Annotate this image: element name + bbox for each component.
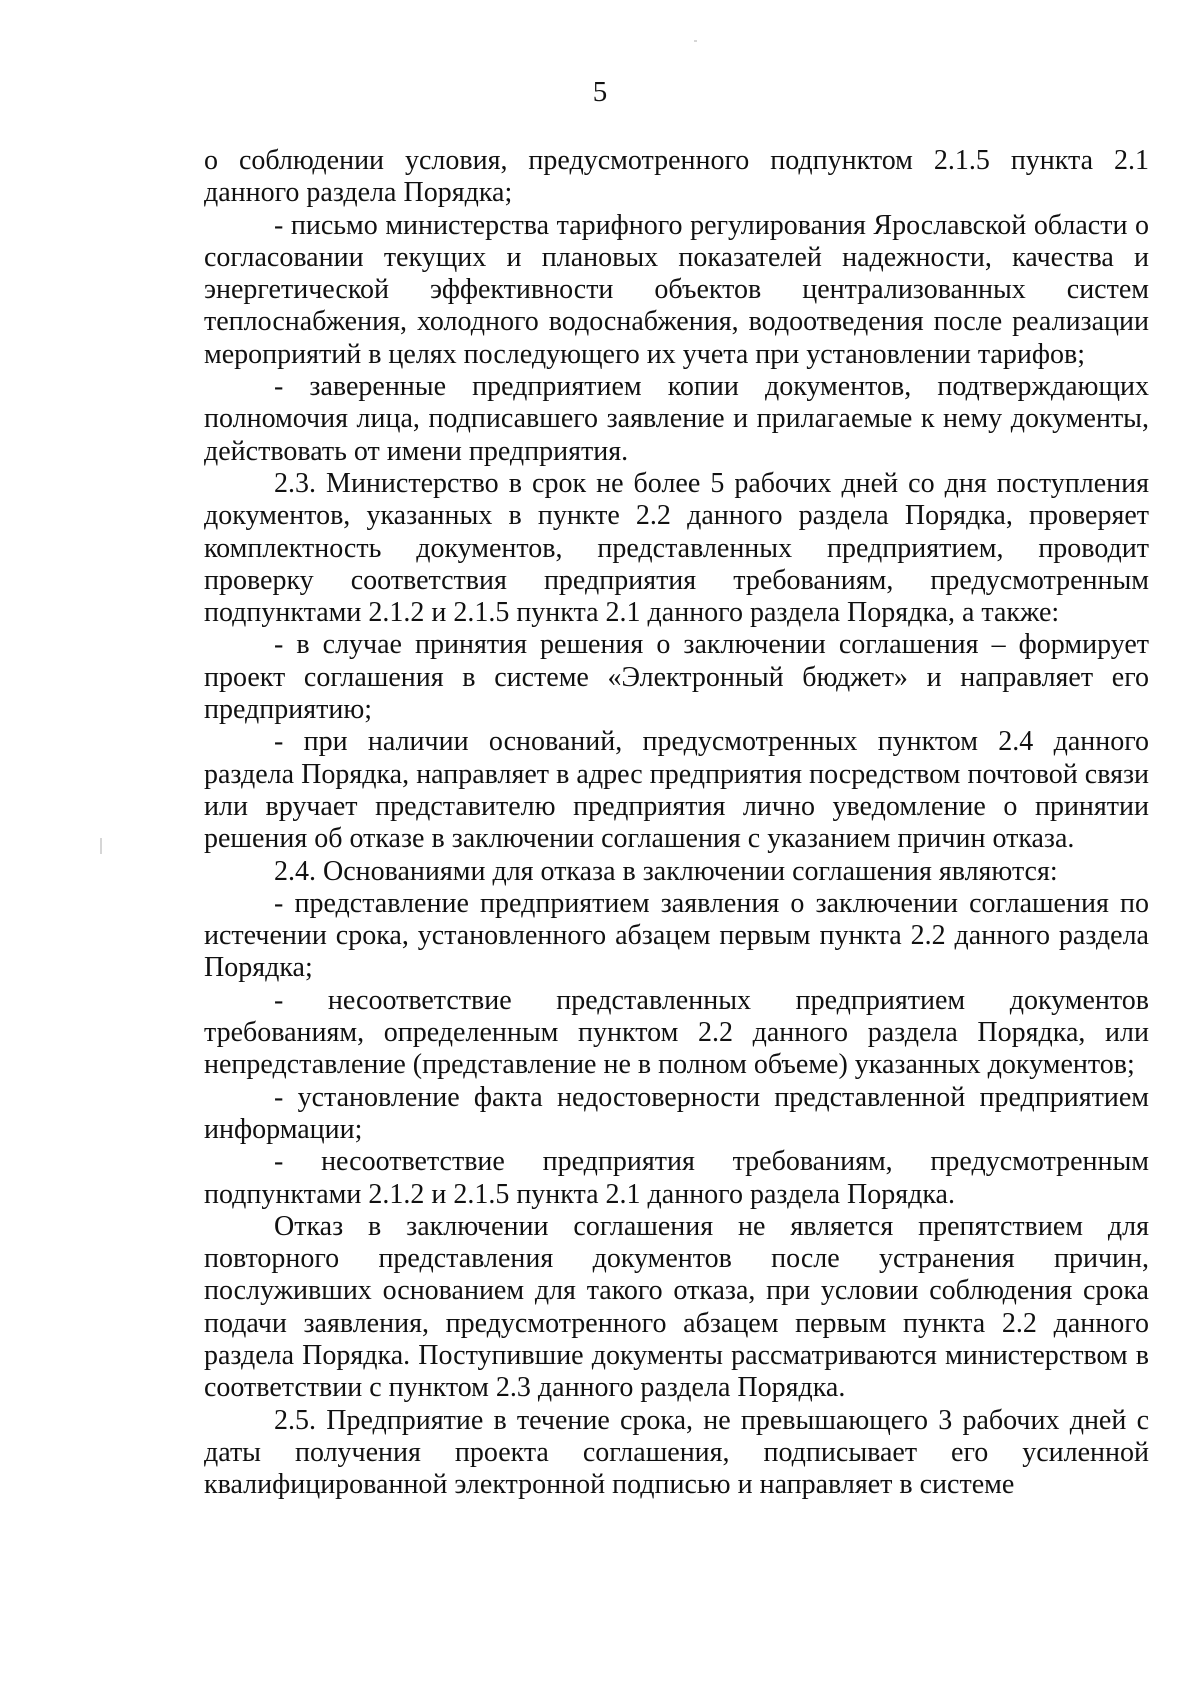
paragraph: Отказ в заключении соглашения не является препятствием для повторного представления документов после устранения причин, послуживших основанием для такого отказа, при условии соблюдения срока подачи заявления, предусмотренного абзацем первым пункта 2.2 данного раздела Порядка. Поступившие документы рассматриваются министерством в соответствии с пунктом 2.3 данного раздела Порядка. [204, 1210, 1149, 1404]
paragraph: - заверенные предприятием копии документов, подтверждающих полномочия лица, подписавшего заявление и прилагаемые к нему документы, действовать от имени предприятия. [204, 371, 1149, 467]
paragraph: 2.3. Министерство в срок не более 5 рабочих дней со дня поступления документов, указанных в пункте 2.2 данного раздела Порядка, проверяет комплектность документов, представленных предприятием, проводит проверку соответствия предприятия требованиям, предусмотренным подпунктами 2.1.2 и 2.1.5 пункта 2.1 данного раздела Порядка, а также: [204, 467, 1149, 629]
paragraph: - в случае принятия решения о заключении соглашения – формирует проект соглашения в системе «Электронный бюджет» и направляет его предприятию; [204, 629, 1149, 726]
paragraph: о соблюдении условия, предусмотренного подпунктом 2.1.5 пункта 2.1 данного раздела Порядка; [204, 145, 1149, 209]
paragraph: - представление предприятием заявления о заключении соглашения по истечении срока, установленного абзацем первым пункта 2.2 данного раздела Порядка; [204, 887, 1149, 984]
scan-speck [100, 838, 102, 854]
paragraph: - письмо министерства тарифного регулирования Ярославской области о согласовании текущих и плановых показателей надежности, качества и энергетической эффективности объектов централизованных систем теплоснабжения, холодного водоснабжения, водоотведения после реализации мероприятий в целях последующего их учета при установлении тарифов; [204, 209, 1149, 370]
scan-speck [694, 40, 697, 42]
page-number: 5 [592, 76, 608, 108]
paragraph: - установление факта недостоверности представленной предприятием информации; [204, 1081, 1149, 1145]
paragraph: 2.4. Основаниями для отказа в заключении соглашения являются: [274, 855, 1058, 887]
paragraph: 2.5. Предприятие в течение срока, не превышающего 3 рабочих дней с даты получения проекта соглашения, подписывает его усиленной квалифицированной электронной подписью и направляет в системе [204, 1404, 1149, 1501]
document-body [204, 145, 1149, 1501]
paragraph: - несоответствие предприятия требованиям, предусмотренным подпунктами 2.1.2 и 2.1.5 пункта 2.1 данного раздела Порядка. [204, 1146, 1149, 1210]
paragraph: - при наличии оснований, предусмотренных пунктом 2.4 данного раздела Порядка, направляет в адрес предприятия посредством почтовой связи или вручает представителю предприятия лично уведомление о принятии решения об отказе в заключении соглашения с указанием причин отказа. [204, 726, 1149, 855]
paragraph: - несоответствие представленных предприятием документов требованиям, определенным пунктом 2.2 данного раздела Порядка, или непредставление (представление не в полном объеме) указанных документов; [204, 984, 1149, 1081]
